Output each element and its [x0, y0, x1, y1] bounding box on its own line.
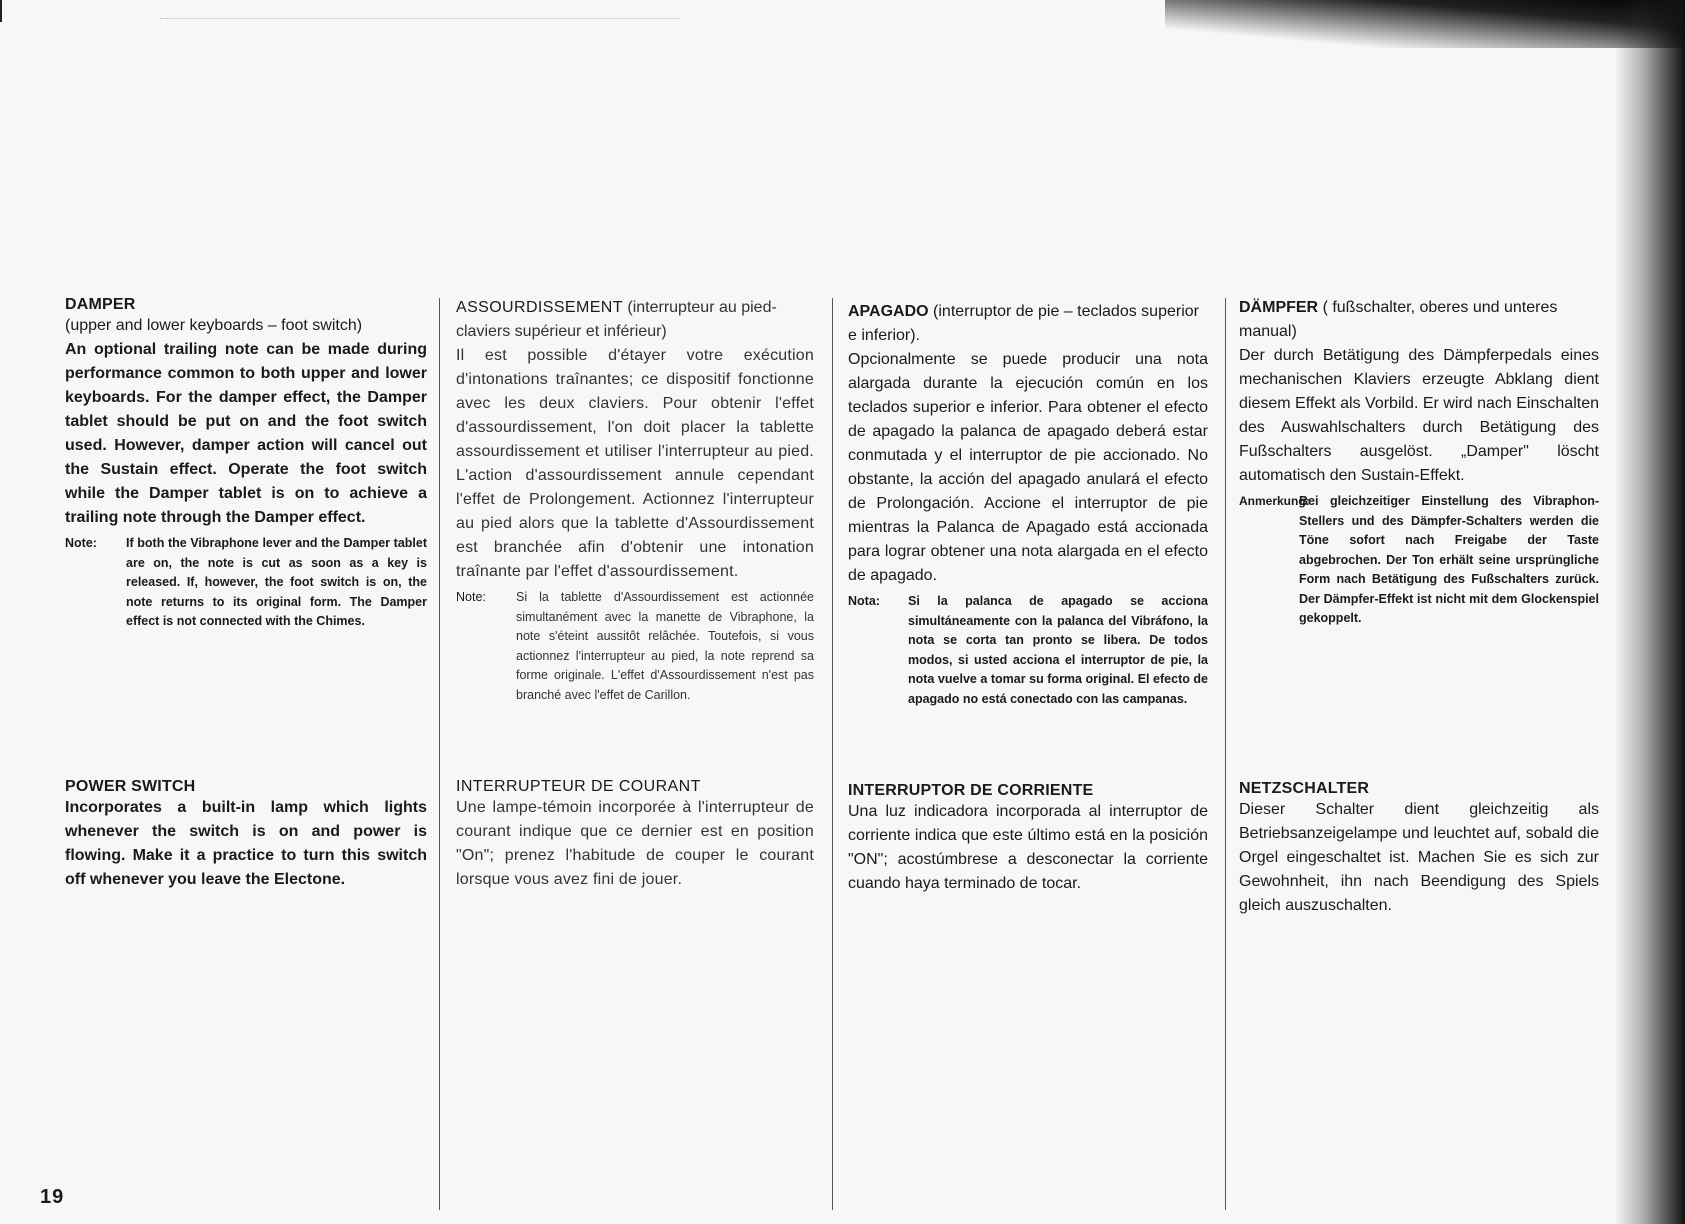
scan-dust-line	[160, 18, 680, 23]
apagado-heading: APAGADO	[848, 303, 929, 320]
damper-heading: DAMPER	[65, 296, 136, 313]
note-text: Bei gleichzeitiger Einstellung des Vibraphon-Stellers und des Dämpfer-Schalters werden die Töne sofort nach Freigabe der Taste abgebrochen. Der Ton erhält seine ursprüngliche Form nach Betätigung des Fußschalters zurück. Der Dämpfer-Effekt ist nicht mit dem Glockenspiel gekoppelt.	[1299, 494, 1599, 625]
damper-note	[65, 534, 427, 632]
assourdissement-heading: ASSOURDISSEMENT	[456, 299, 623, 316]
assourdissement-note	[456, 588, 814, 705]
note-label: Anmerkung:	[1239, 494, 1310, 508]
interruptor-heading: INTERRUPTOR DE CORRIENTE	[848, 782, 1094, 799]
assourdissement-subtitle: (interrupteur au pied-claviers supérieur et inférieur)	[456, 299, 777, 340]
daempfer-heading-line	[1239, 296, 1599, 344]
damper-subtitle: (upper and lower keyboards – foot switch)	[65, 317, 363, 334]
power-switch-body: Incorporates a built-in lamp which lights whenever the switch is on and power is flowing. Make it a practice to turn this switch off whenever you leave the Electone.	[65, 799, 427, 888]
note-label: Note:	[65, 536, 97, 550]
scan-shadow-right	[1615, 0, 1685, 1224]
column-divider	[1225, 298, 1226, 1210]
apagado-note	[848, 592, 1208, 709]
netzschalter-body: Dieser Schalter dient gleichzeitig als Betriebsanzeigelampe und leuchtet auf, sobald die Orgel eingeschaltet ist. Machen Sie es sich zur Gewohnheit, ihn nach Beendigung des Spiels gleich auszuschalten.	[1239, 801, 1599, 914]
daempfer-note	[1239, 492, 1599, 629]
scan-corner-mark	[0, 0, 2, 22]
interrupteur-body: Une lampe-témoin incorporée à l'interrupteur de courant indique que ce dernier est en position "On"; prenez l'habitude de couper le courant lorsque vous avez fini de jouer.	[456, 799, 814, 888]
note-text: If both the Vibraphone lever and the Damper tablet are on, the note is cut as soon as a key is released. If, however, the foot switch is on, the note returns to its original form. The Damper effect is not connected with the Chimes.	[126, 536, 427, 628]
apagado-body: Opcionalmente se puede producir una nota alargada durante la ejecución común en los teclados superior e inferior. Para obtener el efecto de apagado la palanca de apagado deberá estar conmutada y el interruptor de pie accionado. No obstante, la acción del apagado anulará el efecto de Prolongación. Accione el interruptor de pie mientras la Palanca de Apagado está accionada para lograr obtener una nota alargada en el efecto de apagado.	[848, 351, 1208, 584]
apagado-heading-line	[848, 300, 1208, 348]
interruptor-body: Una luz indicadora incorporada al interruptor de corriente indica que este último está en la posición "ON"; acostúmbrese a desconectar la corriente cuando haya terminado de tocar.	[848, 803, 1208, 892]
assourdissement-heading-line	[456, 296, 814, 344]
apagado-subtitle: (interruptor de pie – teclados superior e inferior).	[848, 303, 1199, 344]
power-switch-heading: POWER SWITCH	[65, 778, 196, 795]
note-text: Si la tablette d'Assourdissement est actionnée simultanément avec la manette de Vibraphone, la note s'éteint aussitôt relâchée. Toutefois, si vous actionnez l'interrupteur au pied, la note reprend sa forme originale. L'effet d'Assourdissement n'est pas branché avec l'effet de Carillon.	[516, 590, 814, 702]
daempfer-body: Der durch Betätigung des Dämpferpedals eines mechanischen Klaviers erzeugte Abklang dient diesem Effekt als Vorbild. Er wird nach Einschalten des Auswahlschalters durch Betätigung des Fußschalters ausgelöst. „Damper" löscht automatisch den Sustain-Effekt.	[1239, 347, 1599, 484]
column-divider	[439, 298, 440, 1210]
netzschalter-heading: NETZSCHALTER	[1239, 780, 1370, 797]
assourdissement-body: Il est possible d'étayer votre exécution d'intonations traînantes; ce dispositif fonctionne avec les deux claviers. Pour obtenir l'effet d'assourdissement, l'on doit placer la tablette assourdissement et utiliser l'interrupteur au pied. L'action d'assourdissement annule cependant l'effet de Prolongement. Actionnez l'interrupteur au pied alors que la tablette d'Assourdissement est branchée afin d'obtenir une intonation traînante par l'effet d'assourdissement.	[456, 347, 814, 580]
daempfer-subtitle: ( fußschalter, oberes und unteres manual)	[1239, 299, 1558, 340]
column-divider	[832, 298, 833, 1210]
scan-shadow-top	[1165, 0, 1685, 48]
note-label: Note:	[456, 590, 486, 604]
interrupteur-section	[456, 778, 814, 892]
interruptor-section	[848, 782, 1208, 896]
column-english	[65, 296, 427, 1216]
page-number: 19	[40, 1186, 65, 1208]
daempfer-heading: DÄMPFER	[1239, 299, 1319, 316]
interrupteur-heading: INTERRUPTEUR DE COURANT	[456, 778, 701, 795]
column-spanish	[848, 300, 1208, 1220]
column-german	[1239, 296, 1599, 1216]
note-label: Nota:	[848, 594, 880, 608]
note-text: Si la palanca de apagado se acciona simultáneamente con la palanca del Vibráfono, la nota se corta tan pronto se libera. De todos modos, si usted acciona el interruptor de pie, la nota vuelve a tomar su forma original. El efecto de apagado no está conectado con las campanas.	[908, 594, 1208, 706]
damper-body: An optional trailing note can be made during performance common to both upper and lower keyboards. For the damper effect, the Damper tablet should be put on and the foot switch used. However, damper action will cancel out the Sustain effect. Operate the foot switch while the Damper tablet is on to achieve a trailing note through the Damper effect.	[65, 341, 427, 526]
column-french	[456, 296, 814, 1216]
netzschalter-section	[1239, 780, 1599, 918]
power-switch-section	[65, 778, 427, 892]
